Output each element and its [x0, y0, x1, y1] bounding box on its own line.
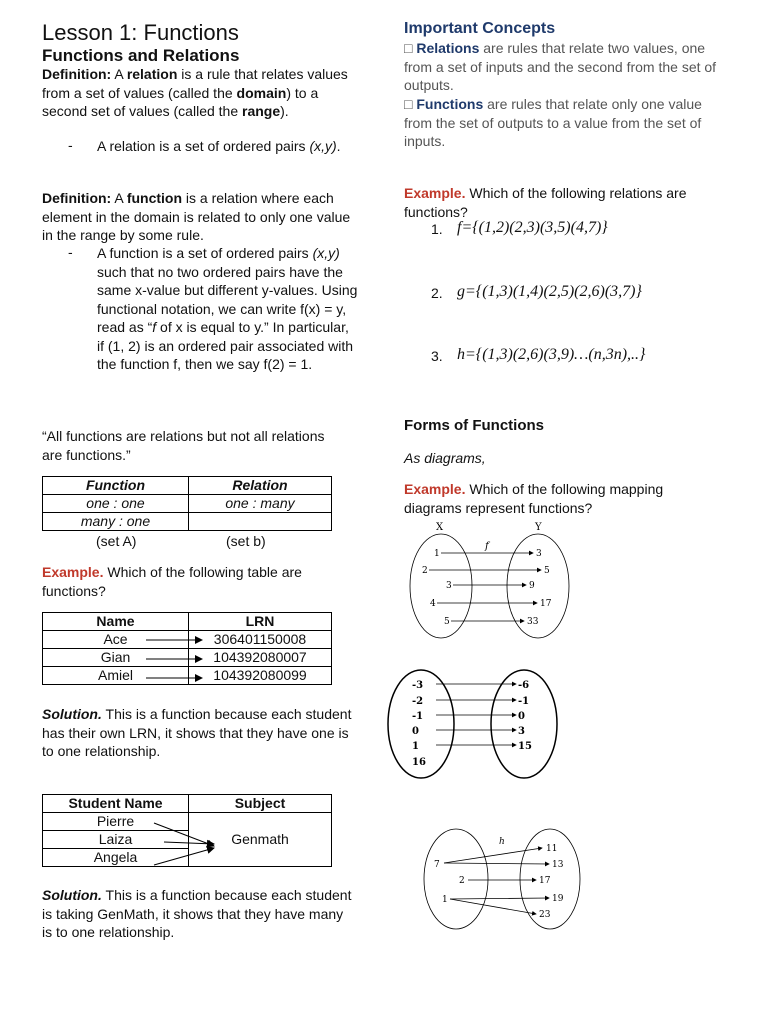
domain-value: 2 — [422, 566, 428, 576]
range-value: -6 — [518, 680, 530, 691]
relation-expression: f={(1,2)(2,3)(3,5)(4,7)} — [457, 219, 608, 236]
table-cell: 104392080099 — [189, 667, 332, 685]
y-label: Y — [535, 522, 542, 533]
ordered-pair: (x,y) — [309, 138, 337, 154]
table-cell: Genmath — [189, 831, 332, 849]
definition-label: Definition: — [42, 66, 112, 82]
definition-label: Definition: — [42, 190, 112, 206]
solution-label: Solution. — [42, 887, 102, 903]
domain-value: 1 — [412, 741, 419, 752]
relation-h — [457, 346, 645, 364]
forms-title: Forms of Functions — [404, 417, 544, 434]
domain-term: domain — [236, 84, 287, 101]
relation-term: relation — [126, 66, 178, 82]
domain-value: 2 — [459, 876, 465, 886]
solution-text: This is a function because each student is taking GenMath, it shows that they have many is to one relationship. — [42, 887, 352, 940]
example-tables — [42, 563, 357, 600]
ordered-pair: (x,y) — [312, 245, 340, 261]
solution-one — [42, 705, 357, 761]
range-value: 15 — [518, 741, 532, 752]
relation-expression: h={(1,3)(2,6)(3,9)…(n,3n),..} — [457, 346, 646, 363]
table-cell: 104392080007 — [189, 649, 332, 667]
domain-value: 3 — [446, 581, 452, 591]
domain-value: -1 — [412, 711, 424, 722]
mapping-diagram-h — [404, 822, 594, 932]
range-term: range — [242, 103, 281, 119]
relations-term: Relations — [416, 40, 480, 56]
arrow — [444, 848, 542, 863]
relation-bullet — [97, 137, 357, 156]
subject-arrows — [150, 815, 230, 875]
lrn-arrows — [140, 630, 220, 690]
range-value: 17 — [540, 599, 552, 609]
domain-ellipse — [424, 829, 488, 929]
table-header: Relation — [189, 477, 332, 495]
definition-text: is a relation where each element in the domain is related to only one value in the range by some rule. — [42, 190, 351, 243]
table-header: Name — [43, 613, 189, 631]
section-subtitle: Functions and Relations — [42, 46, 240, 65]
concept-relations — [404, 39, 719, 95]
example-label: Example. — [404, 481, 466, 497]
range-value: 13 — [552, 860, 564, 870]
f-symbol: f — [152, 319, 157, 335]
definition-text: A — [114, 190, 123, 206]
domain-value: 5 — [444, 617, 450, 627]
domain-value: 4 — [430, 599, 436, 609]
checkbox-icon: □ — [404, 96, 413, 112]
definition-text: A — [114, 66, 123, 82]
mapping-diagram-2 — [384, 668, 574, 783]
domain-value: 1 — [434, 549, 440, 559]
range-value: 0 — [518, 711, 525, 722]
table-cell — [189, 513, 332, 531]
example-text: Which of the following table are functions? — [42, 564, 302, 599]
domain-value: -2 — [412, 696, 424, 707]
relation-expression: g={(1,3)(1,4)(2,5)(2,6)(3,7)} — [457, 283, 642, 300]
bullet-dash: - — [68, 244, 73, 260]
example-mapping — [404, 480, 719, 517]
example-text: Which of the following relations are functions? — [404, 185, 687, 220]
arrow — [154, 848, 214, 865]
definition-text: ) to a second set of values (called the — [42, 84, 319, 119]
solution-label: Solution. — [42, 706, 102, 722]
table-header: Student Name — [43, 795, 189, 813]
range-value: 11 — [546, 844, 558, 854]
bullet-dash: - — [68, 137, 73, 153]
range-value: 33 — [527, 617, 539, 627]
solution-text: This is a function because each student has their own LRN, it shows that they have one is to one relationship. — [42, 706, 352, 759]
range-value: 9 — [529, 581, 535, 591]
example-label: Example. — [404, 185, 466, 201]
solution-two — [42, 886, 357, 942]
table-cell: Amiel — [43, 667, 189, 685]
definition-text: ). — [280, 103, 289, 119]
arrow — [444, 863, 549, 864]
table-cell: Angela — [43, 849, 189, 867]
domain-value: 16 — [412, 757, 426, 768]
domain-value: 1 — [442, 895, 448, 905]
bullet-end: . — [336, 138, 341, 154]
table-cell: many : one — [43, 513, 189, 531]
table-cell: one : many — [189, 495, 332, 513]
example-label: Example. — [42, 564, 104, 580]
range-value: 3 — [518, 726, 525, 737]
range-value: 23 — [539, 910, 551, 920]
bullet-text: A relation is a set of ordered pairs — [97, 138, 306, 154]
as-diagrams: As diagrams, — [404, 450, 486, 466]
table-cell: one : one — [43, 495, 189, 513]
bullet-text: such that no two ordered pairs have the same x-value but different y-values. Using functional notation, we can write f(x) = y, read as “ — [97, 263, 358, 335]
table-cell: Pierre — [43, 813, 189, 831]
checkbox-icon: □ — [404, 40, 413, 56]
concept-functions — [404, 95, 719, 151]
table-cell: Ace — [43, 631, 189, 649]
domain-value: 7 — [434, 860, 440, 870]
concept-text: are rules that relate two values, one from a set of inputs and the second from the set of outputs. — [404, 40, 717, 93]
arrow — [450, 898, 549, 899]
example-relations — [404, 184, 719, 221]
table-cell: Laiza — [43, 831, 189, 849]
table-header: Function — [43, 477, 189, 495]
domain-value: 0 — [412, 726, 419, 737]
functions-term: Functions — [416, 96, 484, 112]
item-number: 1. — [431, 221, 443, 237]
range-value: 17 — [539, 876, 551, 886]
quote: “All functions are relations but not all relations are functions.” — [42, 428, 325, 463]
function-bullet — [97, 244, 359, 374]
function-relation-table — [42, 476, 332, 531]
table-header: Subject — [189, 795, 332, 813]
table-cell: Gian — [43, 649, 189, 667]
range-value: 5 — [544, 566, 550, 576]
table-header: LRN — [189, 613, 332, 631]
table-cell: 306401150008 — [189, 631, 332, 649]
x-label: X — [436, 522, 444, 533]
bullet-text: A function is a set of ordered pairs — [97, 245, 309, 261]
function-definition — [42, 189, 357, 245]
range-value: 19 — [552, 894, 564, 904]
lesson-title: Lesson 1: Functions — [42, 20, 239, 45]
item-number: 3. — [431, 348, 443, 364]
domain-value: -3 — [412, 680, 424, 691]
definition-text: is a rule that relates values from a set of values (called the — [42, 66, 348, 101]
concept-text: are rules that relate only one value from the set of outputs to a value from the set of inputs. — [404, 96, 702, 149]
item-number: 2. — [431, 285, 443, 301]
relation-g — [457, 283, 642, 301]
set-a-label: (set A) — [96, 533, 137, 549]
h-label: h — [499, 837, 505, 847]
relation-f — [457, 219, 608, 237]
range-value: 3 — [536, 549, 542, 559]
f-label: f — [485, 541, 489, 552]
example-text: Which of the following mapping diagrams represent functions? — [404, 481, 664, 516]
bullet-text: of x is equal to y.” In particular, if (1, 2) is an ordered pair associated with the function f, then we say f(2) = 1. — [97, 319, 354, 372]
domain-ellipse — [410, 534, 472, 638]
mapping-diagram-f — [404, 518, 574, 643]
concepts-title: Important Concepts — [404, 20, 556, 37]
relation-definition — [42, 65, 357, 121]
function-term: function — [126, 190, 183, 206]
set-b-label: (set b) — [226, 533, 266, 549]
range-value: -1 — [518, 696, 530, 707]
